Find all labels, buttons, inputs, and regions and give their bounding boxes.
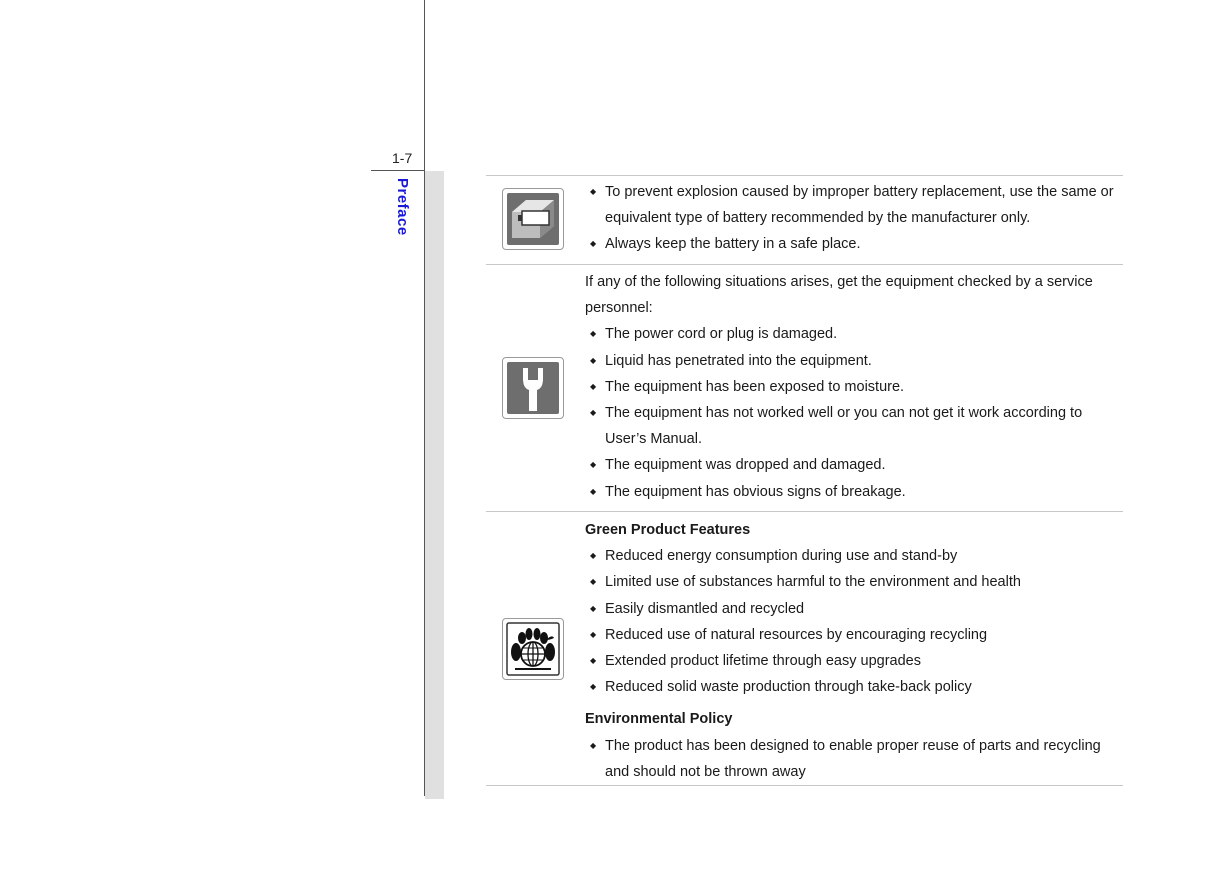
green-features-heading: Green Product Features <box>585 522 751 538</box>
list-item: ◆ The equipment has not worked well or you can not get it work according to User’s Manual. <box>585 400 1125 452</box>
list-item: ◆ The product has been designed to enable proper reuse of parts and recycling and should not be thrown away <box>585 733 1125 785</box>
service-text <box>585 269 1125 505</box>
list-item: ◆ Easily dismantled and recycled <box>585 596 1125 622</box>
list-item: ◆ Limited use of substances harmful to the environment and health <box>585 569 1125 595</box>
environmental-policy-heading: Environmental Policy <box>585 711 733 728</box>
table-rule-bottom <box>486 785 1123 786</box>
table-rule-top <box>486 175 1123 176</box>
battery-warning-text <box>585 179 1125 258</box>
green-product-text <box>585 517 1125 785</box>
battery-warning-icon <box>502 188 564 250</box>
list-item: ◆ Reduced solid waste production through take-back policy <box>585 674 1125 700</box>
table-rule-1 <box>486 264 1123 265</box>
list-item: ◆ The power cord or plug is damaged. <box>585 321 1125 347</box>
list-item: ◆ Extended product lifetime through easy upgrades <box>585 648 1125 674</box>
sidebar-shade-bar <box>425 171 444 799</box>
green-globe-hands-icon <box>502 618 564 680</box>
list-item: ◆ The equipment has obvious signs of breakage. <box>585 479 1125 505</box>
wrench-service-icon <box>502 357 564 419</box>
service-bullet-list <box>585 321 1125 504</box>
list-item: ◆ Reduced energy consumption during use and stand-by <box>585 543 1125 569</box>
battery-bullet-list <box>585 179 1125 258</box>
page-number: 1-7 <box>392 150 413 166</box>
list-item: ◆ Reduced use of natural resources by encouraging recycling <box>585 622 1125 648</box>
list-item: ◆ To prevent explosion caused by improper battery replacement, use the same or equivalent type of battery recommended by the manufacturer only. <box>585 179 1125 231</box>
list-item: ◆ The equipment was dropped and damaged. <box>585 452 1125 478</box>
list-item: ◆ The equipment has been exposed to moisture. <box>585 374 1125 400</box>
table-rule-2 <box>486 511 1123 512</box>
section-label: Preface <box>394 178 411 236</box>
page-number-rule <box>371 170 425 171</box>
list-item: ◆ Liquid has penetrated into the equipment. <box>585 348 1125 374</box>
service-intro: If any of the following situations arises, get the equipment checked by a service personnel: <box>585 274 1093 317</box>
green-features-list <box>585 543 1125 700</box>
list-item: ◆ Always keep the battery in a safe place. <box>585 231 1125 257</box>
environmental-policy-list <box>585 733 1125 785</box>
